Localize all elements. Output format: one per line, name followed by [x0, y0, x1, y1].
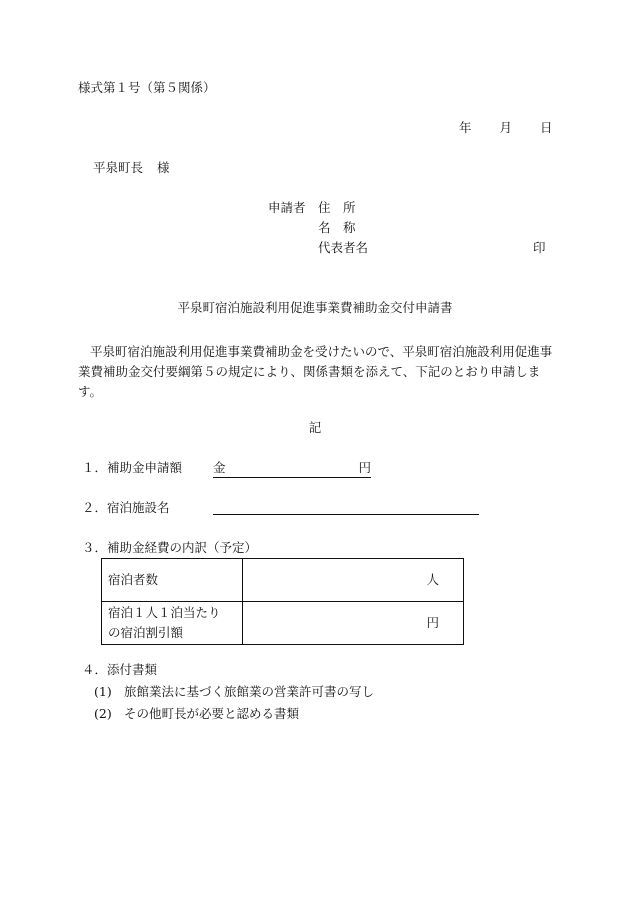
item2-label: ２．宿泊施設名: [82, 500, 170, 515]
guest-count-label: 宿泊者数: [102, 559, 243, 602]
attachment-number: (1): [94, 684, 112, 699]
discount-label-line1: 宿泊１人１泊当たり: [108, 605, 221, 620]
applicant-representative-label: 代表者名: [318, 240, 369, 255]
discount-label: [102, 602, 243, 645]
date-line: [459, 122, 553, 135]
item3-label: ３．補助金経費の内訳（予定）: [82, 540, 258, 555]
attachment-text: その他町長が必要と認める書類: [124, 706, 300, 721]
seal-mark: 印: [533, 240, 546, 255]
applicant-name-label: 名 称: [318, 220, 356, 235]
applicant-label: 申請者: [268, 200, 306, 215]
item1-label: １．補助金申請額: [82, 460, 183, 475]
item1-amount-unit: 円: [358, 460, 371, 475]
applicant-address-label: 住 所: [318, 200, 356, 215]
attachment-number: (2): [94, 706, 112, 721]
attachment-item: [94, 708, 299, 721]
addressee-honorific: 様: [157, 160, 170, 175]
attachment-text: 旅館業法に基づく旅館業の営業許可書の写し: [124, 684, 375, 699]
addressee-name: 平泉町長: [93, 160, 144, 175]
discount-label-line2: の宿泊割引額: [108, 625, 184, 640]
addressee: [93, 162, 170, 175]
guest-count-unit: 人: [243, 559, 464, 602]
table-row: [102, 559, 464, 602]
document-title: 平泉町宿泊施設利用促進事業費補助金交付申請書: [177, 300, 453, 315]
body-text: 平泉町宿泊施設利用促進事業費補助金を受けたいので、平泉町宿泊施設利用促進事業費補助金交付要綱第５の規定により、関係書類を添えて、下記のとおり申請します。: [78, 344, 553, 399]
item2-facility-name-line: [213, 514, 479, 515]
item4-label: ４．添付書類: [82, 662, 158, 677]
date-year-label: 年: [459, 120, 472, 135]
table-row: [102, 602, 464, 645]
breakdown-table: [101, 558, 464, 645]
discount-unit: 円: [243, 602, 464, 645]
date-day-label: 日: [540, 120, 553, 135]
date-month-label: 月: [499, 120, 513, 135]
item1-amount-prefix: 金: [213, 460, 226, 475]
ki-label: 記: [308, 420, 322, 435]
attachment-item: [94, 686, 374, 699]
form-number: 様式第１号（第５関係）: [78, 80, 216, 95]
item1-amount-field: [213, 462, 371, 478]
